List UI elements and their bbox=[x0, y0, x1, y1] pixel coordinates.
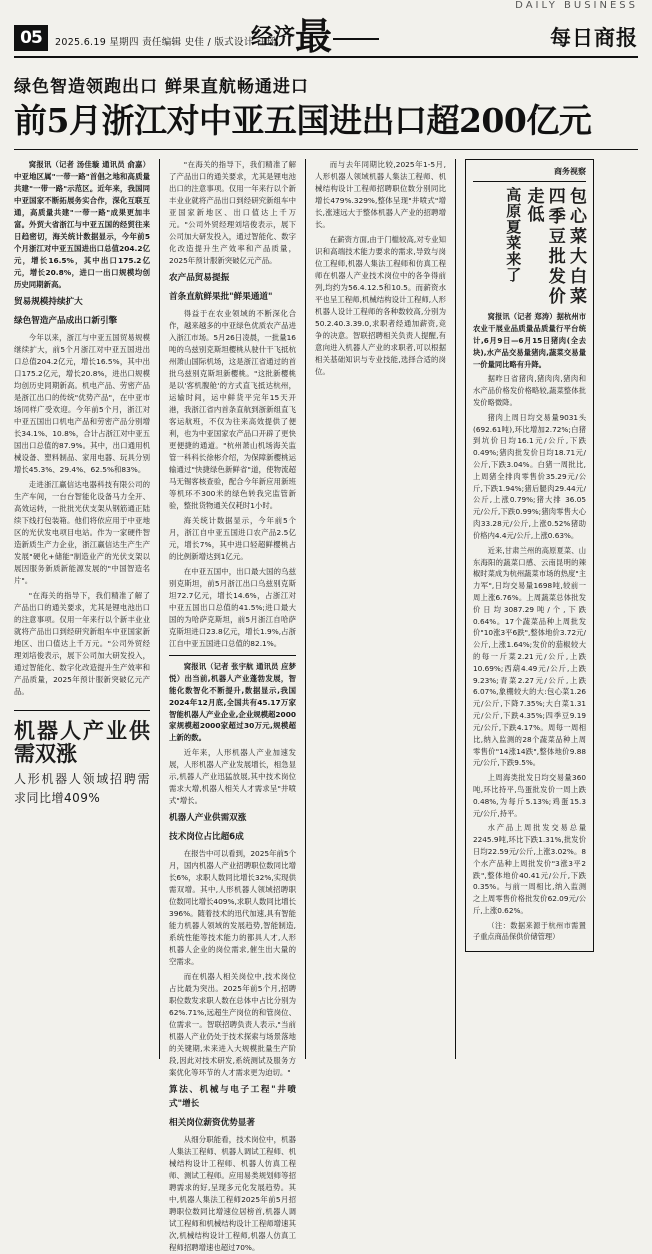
column-divider bbox=[169, 655, 296, 656]
article1-para-7: 在中亚五国中，出口最大国的乌兹别克斯坦，前5月浙江出口乌兹别克斯坦72.7亿元，增长14.6%，占浙江对中亚五国出口总值的41.5%;进口最大国的为哈萨克斯坦，前5月浙江自哈萨克斯坦进口23.8亿元，增长1.9%,占浙江自中亚五国进口总值的82.1%。 bbox=[169, 566, 296, 648]
date-line: 2025.6.19 星期四 责任编辑 史佳 / 版式设计 汪瑶 bbox=[55, 37, 277, 48]
article2-headline-block bbox=[14, 710, 150, 809]
sidebar-title-1: 包心菜大白菜四季豆批发价走低 bbox=[523, 187, 586, 306]
sidebar-para-1: 窝报讯（记者 郑涛）据杭州市农业干展业品质量品质量行平台统计,6月9日—6月15日猪肉(全去块),水产品交易量猪肉,蔬菜交易量一价量同比略有升降。 bbox=[473, 312, 586, 369]
article2-subtitle: 人形机器人领域招聘需求同比增409% bbox=[14, 771, 150, 806]
article-body bbox=[14, 159, 638, 1252]
article1-para-3: 走进浙江赢信达电器科技有限公司的生产车间，一台台智能化设备马力全开、高效运转，一批批光伏支架从钢筋通正陆续下线打包装箱。他们将依应用于中亚地区的光伏发电项目电站。作为一家硬件智造新质生产力企业，浙江赢信达生产生产发展"硬化+储能"制造业产的光伏支架以展因服务新质新能源发展的"中国智造名片"。 bbox=[14, 479, 150, 585]
article2-subhead-2: 技术岗位占比超6成 bbox=[169, 832, 244, 843]
sidebar-title-wrap bbox=[473, 187, 586, 305]
article2-title: 机器人产业供需双涨 bbox=[14, 717, 150, 766]
article2-para-5: 从细分职能看，技术岗位中，机器人集法工程师、机器人调试工程师、机械结构设计工程师、机器人仿真工程师、测试工程师。应用易类规划师等招聘需求的好,呈现多元化发展趋势。其中,机器人集法工程师2025年前5月招聘职位数同比增速位居榜首,机器人调试工程师和机械结构设计工程师增速其次,机械结构设计工程师,机器人仿真工程师招聘增速也超过70%。 bbox=[169, 1134, 296, 1252]
column-4-sidebar bbox=[456, 159, 594, 1059]
article2-subhead-1: 机器人产业供需双涨 bbox=[169, 813, 247, 824]
sidebar-para-2: 据昨日省猪肉,猪肉肉,猪肉和水产品价格发价格略较,蔬菜整体批发价略微降。 bbox=[473, 374, 586, 407]
page-number: 05 bbox=[14, 25, 48, 51]
article1-para-4: "在海关的指导下，我们精准了解了产品出口的通关要求，尤其是锂电池出口的注意事项。仅用一年来行以个新丰业业就将产品出口到经研究新组车中亚国家新地区、出口值达上千万元。"公司外贸经理刘培俊表示，展下公司加大研发投入，通过智能化、数字化改造提升生产效率和产品质量，2025年预计服新突破亿元产品。 bbox=[14, 590, 150, 696]
article1-para-5: 得益于在农业领域的不断深化合作，越来越多的中亚绿色优质农产品进入浙江市场。5月26日凌晨，一批量16吨的乌兹别克斯坦樱桃从驶什干飞抵杭州萧山国际机场，这是浙江省通过的首批乌兹别克斯坦新樱桃。"这批新樱桃是以'客机腹舱'的方式直飞抵达杭州，运输时间，运中鲜货平完年15天开港，我浙江省内首条直航到浙新组直飞客运航班，不仅为往来高效提供了便利，也为中亚国家农产品口开辟了更快更便捷的通道。"杭州萧山机场海关监管一科科长徐彬介绍，为保障新樱桃运输通过"快捷绿色新鲜省"道，使物流超马无锡客核查验，配合今年新应用新班等机环不300米的绿色转我完监管新验，整批货物通关仅耗时1小时。 bbox=[169, 309, 296, 510]
column-3 bbox=[306, 159, 456, 1059]
article1-para-2: 今年以来，浙江与中亚五国贸易规模继续扩大，前5个月浙江对中亚五国进出口总值204.2亿元，增长16.5%，其中出口175.2亿元，增长20.8%，进出口规模均创历史同期新高。机电产品、劳密产品是浙江出口的传统"优势产品"，在中亚市场同样广受欢迎。今年前5个月，浙江对中亚五国出口机电产品和劳密产品分别增长34.1%、10.8%，合计占浙江对中亚五国出口总值的87.9%。其中，出口通用机械设备、塑料制品、家用电器、玩具分别增长45.3%、29.4%、62.5%和83%。 bbox=[14, 332, 150, 474]
sidebar-tag: 商务视察 bbox=[473, 166, 586, 182]
paper-brand-en: DAILY BUSINESS bbox=[515, 0, 638, 11]
masthead bbox=[14, 0, 638, 58]
column-2 bbox=[160, 159, 306, 1252]
brand-rule bbox=[333, 38, 379, 40]
article1-subhead-4: 首条直航鲜果批"鲜果通道" bbox=[169, 292, 273, 303]
sidebar-para-3: 猪肉上周日均交易量9031头(692.61吨),环比增加2.72%;白猪到坑价日均16.1元/公斤,下跌0.49%;猪肉批发价日均18.71元/公斤,下跌3.04%。白猪一周批比,上周猪全排肉零售价35.29元/公斤,下跌1.94%;猪后腿肉29.44元/公斤,上涨0.79%;猪大排 36.05 元/公斤,下跌0.99%;猪肉零售大心肉33.28元/公斤,上涨0.52%猪助价格内4.4元/公斤,上涨0.63%。 bbox=[473, 412, 586, 540]
section-brand-zui: 最 bbox=[295, 13, 334, 58]
article1-subhead-1: 贸易规模持续扩大 bbox=[14, 297, 83, 308]
article1-lead: 窝报讯（记者 汤佳璇 通讯员 俞嘉）中亚地区属"一带一路"首倡之地和高质量共建"一带一路"示范区。近年来，我国同中亚国家不断拓展务实合作，深化互联互通，高质量共建"一带一路"成果更加丰富。外贸大省浙江与中亚五国的经贸往来日趋密切，海关统计数据显示，今年前5个月浙江对中亚五国进出口总值204.2亿元，增长16.5%，其中出口175.2亿元，增长20.8%，进口一出口规模均创历史同期新高。 bbox=[14, 160, 150, 290]
headline-main: 前5月浙江对中亚五国进出口超200亿元 bbox=[14, 101, 592, 140]
sidebar-para-5: 上周海类批发日均交易量360吨,环比持平,鸟蛋批发价一周上跌0.48%,为每斤5.13%;鸡蛋15.3元/公斤,持平。 bbox=[473, 773, 586, 818]
article2-para-4: 而在机器人相关岗位中,技术岗位占比最为突出。2025年前5个月,招聘职位数发求职人数在总体中占比分别为62%.71%,远超生产岗位的和管岗位、位需求一。智联招聘负责人表示,"当前机器人产业仍处于技术探索与场景落地的关键期,未来进入大规模批量生产阶段,因此对技术研发,系统测试及服务方案优化等环节的人才需求更为迫切。" bbox=[169, 972, 296, 1077]
sidebar-para-4: 近来,甘肃兰州的高原夏菜、山东海阳的蔬菜口感、云南昆明的辣椒时菜成为杭州蔬菜市场的热度"主力军",日均交易量1698吨,较前一周上涨6.76%。上周蔬菜总体批发价日均3087.29吨/个,下跌0.64%。17个蔬菜品种上周批发价"10涨3平6跌",整体地价3.72元/公斤,上涨1.64%;发价的茄椒较大的每一斤菜2.21元/公斤,上跌10.69%;西葫4.49元/公斤,上跌9.23%;青菜2.27元/公斤,上跌6.07%,象棚较大的大:包心菜1.26元/公斤,下降7.35%;大白菜1.31元/公斤,下跌4.35%;四季豆9.19元/公斤,下跌4.17%。周每一周相比,纳入监测的28个蔬菜品种上周零售价"14涨14跌",整体地价9.88元/公斤,下跌9.5%。 bbox=[473, 545, 586, 768]
sidebar-para-6: 水产品上周批发交易总量2245.9吨,环比下跌1.31%,批发价日均22.59元/公斤,上涨3.02%。8个水产品种上周批发价"3涨3平2跌",整体地价40.41元/公斤,下跌0.35%。与前一周相比,纳入监测之上周零售价格批发价62.09元/公斤,上涨0.62%。 bbox=[473, 823, 586, 916]
sidebar-body bbox=[473, 311, 586, 942]
article2-subhead-4: 相关岗位薪资优势显著 bbox=[169, 1117, 255, 1128]
article2-subhead-3: 算法、机械与电子工程"井喷式"增长 bbox=[169, 1084, 296, 1109]
column-1 bbox=[14, 159, 160, 1059]
article2-lead: 窝报讯（记者 张宇航 通讯员 应梦悦）出当前,机器人产业蓬勃发展，智能化数智化不断提升,数据显示,我国2024年12月底,全国共有45.17万家智能机器人产业企业,企业规模超2000家规模超2000家超过30万元,规模超上新的数。 bbox=[169, 661, 296, 743]
article1-subhead-3: 农产品贸易提振 bbox=[169, 273, 230, 284]
sidebar-note: （注：数据来源于杭州市需置子重点商品保供价储管理） bbox=[473, 920, 586, 942]
sidebar-box bbox=[465, 159, 594, 952]
headline-shoulder: 绿色智造领跑出口 鲜果直航畅通进口 bbox=[14, 77, 309, 97]
section-brand bbox=[246, 13, 383, 58]
paper-brand bbox=[515, 0, 638, 52]
article1-subhead-2: 绿色智造产品成出口新引擎 bbox=[14, 316, 118, 327]
article2-para-6: 而与去年同期比较,2025年1-5月,人形机器人领域机器人集法工程师、机械结构设计工程师招聘职位数分别同比增长479%.329%,整体呈现"井喷式"增长,涨速远大于整体机器人产业的招聘增长。 bbox=[315, 160, 446, 230]
headline-block bbox=[14, 58, 638, 150]
article2-para-3: 在报告中可以看到，2025年前5个月，国内机器人产业招聘职位数同比增长6%，求职人数同比增长32%,实现供需双增。其中,人形机器人领域招聘职位数同比增长409%,求职人数同比增长396%。随着技术的迅代加速,具有智能能力机器人领域的发展趋势,智能制造,系统性能等技术能力的都具人才,人形机器人企业的岗位需求,催生出大量的空需求。 bbox=[169, 849, 296, 967]
article1-para-6: 海关统计数据显示，今年前5个月，浙江自中亚五国进口农产品2.5亿元，增长7%，其中进口轻超鲜樱桃占的比例新增达到1亿元。 bbox=[169, 515, 296, 561]
paper-brand-cn: 每日商报 bbox=[550, 26, 638, 50]
section-brand-jingji: 经济 bbox=[251, 24, 296, 50]
article2-para-7: 在薪资方面,由于门槛较高,对专业知识和高端技术能力要求的需求,导致与岗位工程师,机器人集法工程师和仿真工程师在机器人产业技术岗位中的各争得前列,均约为56.4.12.5和10.5。而薪资水平也呈工程师,机械结构设计工程师,人形机器人设计工程师的各种数较高,分别为50.2.40.3.39.0,求职者经通加薪资,竞争的决意。智联招聘相关负责人提醒,有意向进入机器人产业的求职者,可以根据相关基础知识与专业技能,选择合适的岗位。 bbox=[315, 235, 446, 377]
article2-para-2: 近年来，人形机器人产业加速发展，人形机器人产业发展增长，相急显示,机器人产业迅猛放展,其中技术岗位需求大增,机器人相关人才需求呈"井喷式"增长。 bbox=[169, 748, 296, 806]
article1-para-5pre: "在海关的指导下，我们精准了解了产品出口的通关要求，尤其是锂电池出口的注意事项。仅用一年来行以个新丰业业就将产品出口到经研究新组车中亚国家新地区、出口值达上千万元。"公司外贸经理刘培俊表示，展下公司加大研发投入，通过智能化、数字化改造提升生产效率和产品质量，2025年预计服新突破亿元产品。 bbox=[169, 160, 296, 266]
sidebar-title-2: 高原夏菜来了 bbox=[504, 187, 523, 284]
